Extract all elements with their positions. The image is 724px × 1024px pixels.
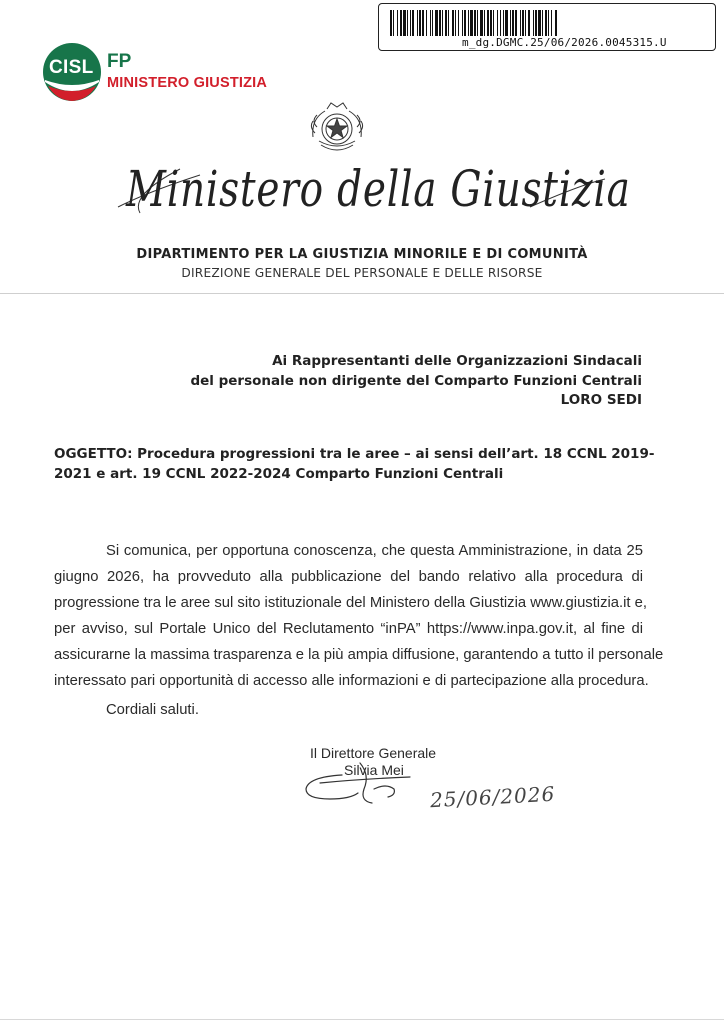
barcode-bar (407, 10, 408, 36)
barcode-bar (468, 10, 469, 36)
body-line: interessato pari opportunità di accesso alle informazioni e di partecipazione alla procedura. (54, 673, 649, 689)
barcode-bar (551, 10, 552, 36)
barcode-bar (448, 10, 449, 36)
barcode-bar (422, 10, 424, 36)
body-line: per avviso, sul Portale Unico del Reclutamento “inPA” https://www.inpa.gov.it, al fine di (54, 621, 643, 637)
barcode-bar (426, 10, 427, 36)
barcode-bar (480, 10, 483, 36)
protocol-number: m_dg.DGMC.25/06/2026.0045315.U (462, 36, 667, 49)
logo-subtitle: MINISTERO GIUSTIZIA (107, 75, 268, 91)
barcode-bar (462, 10, 463, 36)
barcode-bar (510, 10, 511, 36)
barcode-bar (528, 10, 530, 36)
barcode-bar (512, 10, 514, 36)
barcode-bar (432, 10, 433, 36)
barcode-bar (533, 10, 534, 36)
barcode-bar (520, 10, 521, 36)
barcode-bar (430, 10, 431, 36)
directorate-heading: DIREZIONE GENERALE DEL PERSONALE E DELLE RISORSE (181, 266, 543, 280)
barcode-bar (390, 10, 392, 36)
handwritten-date: 25/06/2026 (429, 781, 556, 813)
barcode-bar (545, 10, 547, 36)
barcode-bar (548, 10, 549, 36)
barcode-icon (390, 10, 702, 36)
barcode-bar (538, 10, 541, 36)
barcode-bar (464, 10, 466, 36)
barcode-bar (497, 10, 498, 36)
barcode-bar (474, 10, 476, 36)
barcode-bar (400, 10, 402, 36)
emblem-repubblica-italiana-icon (303, 99, 371, 159)
logo-acronym: CISL (49, 57, 94, 78)
recipient-line: del personale non dirigente del Comparto Funzioni Centrali (190, 373, 642, 389)
barcode-bar (452, 10, 454, 36)
subject-line: OGGETTO: Procedura progressioni tra le aree – ai sensi dell’art. 18 CCNL 2019- (54, 446, 655, 462)
barcode-bar (403, 10, 406, 36)
barcode-bar (435, 10, 438, 36)
recipient-line: Ai Rappresentanti delle Organizzazioni Sindacali (272, 353, 642, 369)
barcode-bar (500, 10, 501, 36)
barcode-bar (417, 10, 418, 36)
barcode-bar (487, 10, 489, 36)
barcode-bar (445, 10, 447, 36)
closing-salutation: Cordiali saluti. (106, 702, 199, 718)
signatory-role: Il Direttore Generale (310, 745, 437, 761)
body-line: Si comunica, per opportuna conoscenza, che questa Amministrazione, in data 25 (106, 543, 643, 559)
barcode-bar (393, 10, 394, 36)
barcode-bar (484, 10, 485, 36)
barcode-bar (439, 10, 441, 36)
barcode-bar (410, 10, 411, 36)
barcode-bar (490, 10, 492, 36)
barcode-bar (555, 10, 557, 36)
barcode-bar (412, 10, 414, 36)
department-heading: DIPARTIMENTO PER LA GIUSTIZIA MINORILE E DI COMUNITÀ (136, 247, 588, 262)
ministry-title: Ministero della Giustizia (126, 160, 631, 218)
body-line: progressione tra le aree sul sito istituzionale del Ministero della Giustizia www.giustizia.it e, (54, 595, 647, 611)
barcode-bar (477, 10, 478, 36)
barcode-bar (542, 10, 543, 36)
subject-line: 2021 e art. 19 CCNL 2022-2024 Comparto Funzioni Centrali (54, 466, 504, 482)
barcode-bar (419, 10, 421, 36)
footer-divider (0, 1019, 724, 1020)
logo-suffix: FP (107, 51, 132, 72)
barcode-bar (535, 10, 537, 36)
barcode-bar (515, 10, 517, 36)
barcode-bar (522, 10, 524, 36)
barcode-bar (525, 10, 526, 36)
barcode-bar (442, 10, 443, 36)
body-line: assicurarne la massima trasparenza e la più ampia diffusione, garantendo a tutto il personale (54, 647, 664, 663)
signatory-name: Silvia Mei (344, 762, 404, 778)
barcode-bar (505, 10, 508, 36)
barcode-bar (470, 10, 473, 36)
barcode-bar (455, 10, 456, 36)
barcode-bar (397, 10, 398, 36)
barcode-bar (493, 10, 494, 36)
header-divider (0, 293, 724, 294)
body-line: giugno 2026, ha provveduto alla pubblicazione del bando relativo alla procedura di (54, 569, 643, 585)
recipient-line: LORO SEDI (560, 392, 642, 408)
barcode-bar (503, 10, 504, 36)
barcode-bar (458, 10, 459, 36)
